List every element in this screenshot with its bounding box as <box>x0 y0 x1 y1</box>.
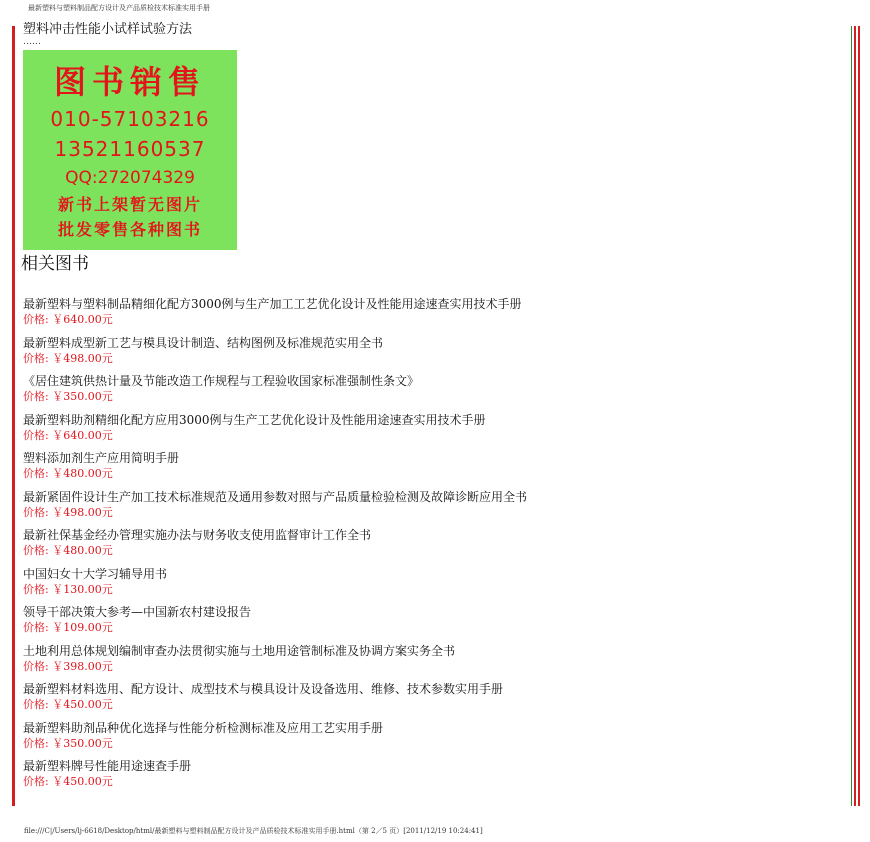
page-title: 塑料冲击性能小试样试验方法 <box>23 22 193 37</box>
book-sales-banner <box>23 50 237 250</box>
page-header: 最新塑料与塑料制品配方设计及产品质检技术标准实用手册 <box>28 4 210 12</box>
price-label: 价格: <box>23 505 53 519</box>
price-value: ￥350.00元 <box>52 390 113 403</box>
book-price <box>23 390 843 404</box>
price-label: 价格: <box>23 698 53 711</box>
book-item <box>23 296 843 335</box>
banner-phone-landline: 010-57103216 <box>50 107 210 131</box>
page-footer: file:///C|/Users/lj-6618/Desktop/html/最新塑料与塑料制品配方设计及产品质检技术标准实用手册.html（第 2／5 页）[2011/12/19 10:24:41] <box>24 827 483 835</box>
price-label: 价格: <box>23 775 53 788</box>
price-label: 价格: <box>23 582 53 596</box>
right-red-border-outer <box>858 26 860 806</box>
book-price <box>23 506 843 520</box>
related-books-list <box>23 296 843 797</box>
price-value: ￥480.00元 <box>52 544 113 557</box>
book-item <box>23 412 843 451</box>
price-label: 价格: <box>23 621 53 634</box>
related-books-heading: 相关图书 <box>21 254 89 274</box>
price-value: ￥130.00元 <box>52 582 113 596</box>
book-price <box>23 429 843 443</box>
book-title-link[interactable]: 最新塑料与塑料制品精细化配方3000例与生产加工工艺优化设计及性能用途速查实用技术手册 <box>23 297 522 311</box>
price-value: ￥498.00元 <box>52 351 113 365</box>
price-label: 价格: <box>23 736 53 750</box>
price-value: ￥498.00元 <box>52 505 113 519</box>
price-value: ￥350.00元 <box>52 736 113 750</box>
book-item <box>23 489 843 528</box>
book-price <box>23 698 843 712</box>
book-price <box>23 352 843 366</box>
right-red-border-inner <box>854 26 856 806</box>
book-title-link[interactable]: 最新塑料牌号性能用途速查手册 <box>23 759 192 773</box>
banner-note-new-books: 新书上架暂无图片 <box>57 195 202 214</box>
price-value: ￥640.00元 <box>52 313 113 326</box>
book-item <box>23 335 843 374</box>
banner-qq: QQ:272074329 <box>65 168 195 188</box>
book-item <box>23 720 843 759</box>
book-item <box>23 527 843 566</box>
price-label: 价格: <box>23 428 53 442</box>
right-green-border <box>851 26 852 806</box>
title-ellipsis: …… <box>23 37 41 47</box>
book-title-link[interactable]: 最新塑料助剂品种优化选择与性能分析检测标准及应用工艺实用手册 <box>23 720 384 735</box>
price-value: ￥450.00元 <box>52 775 113 788</box>
book-item <box>23 604 843 643</box>
price-value: ￥398.00元 <box>52 659 113 673</box>
book-price <box>23 313 843 327</box>
book-title-link[interactable]: 塑料添加剂生产应用简明手册 <box>23 451 180 465</box>
book-title-link[interactable]: 土地利用总体规划编制审查办法贯彻实施与土地用途管制标准及协调方案实务全书 <box>23 643 456 658</box>
book-item <box>23 566 843 605</box>
book-title-link[interactable]: 中国妇女十大学习辅导用书 <box>23 566 168 581</box>
book-price <box>23 660 843 674</box>
book-item <box>23 681 843 720</box>
book-title-link[interactable]: 最新社保基金经办管理实施办法与财务收支使用监督审计工作全书 <box>23 528 372 542</box>
book-price <box>23 737 843 751</box>
book-item <box>23 450 843 489</box>
book-title-link[interactable]: 最新塑料材料选用、配方设计、成型技术与模具设计及设备选用、维修、技术参数实用手册 <box>23 682 504 696</box>
book-price <box>23 621 843 635</box>
book-item <box>23 643 843 682</box>
book-price <box>23 467 843 481</box>
banner-note-wholesale: 批发零售各种图书 <box>57 220 202 239</box>
banner-title: 图书销售 <box>53 63 206 101</box>
price-value: ￥109.00元 <box>52 621 113 634</box>
book-item <box>23 758 843 797</box>
price-label: 价格: <box>23 467 53 480</box>
price-label: 价格: <box>23 544 53 557</box>
book-title-link[interactable]: 最新塑料成型新工艺与模具设计制造、结构图例及标准规范实用全书 <box>23 335 384 350</box>
book-title-link[interactable]: 最新塑料助剂精细化配方应用3000例与生产工艺优化设计及性能用途速查实用技术手册 <box>23 412 486 427</box>
book-price <box>23 544 843 558</box>
book-price <box>23 775 843 789</box>
book-title-link[interactable]: 最新紧固件设计生产加工技术标准规范及通用参数对照与产品质量检验检测及故障诊断应用全书 <box>23 489 528 504</box>
price-label: 价格: <box>23 313 53 326</box>
left-red-border <box>12 26 15 806</box>
book-price <box>23 583 843 597</box>
price-value: ￥480.00元 <box>52 467 113 480</box>
book-title-link[interactable]: 领导干部决策大参考—中国新农村建设报告 <box>23 605 252 619</box>
book-item <box>23 373 843 412</box>
price-value: ￥450.00元 <box>52 698 113 711</box>
price-label: 价格: <box>23 390 53 403</box>
banner-phone-mobile: 13521160537 <box>54 137 206 161</box>
book-title-link[interactable]: 《居住建筑供热计量及节能改造工作规程与工程验收国家标准强制性条文》 <box>23 374 420 388</box>
main-content <box>23 22 843 797</box>
price-value: ￥640.00元 <box>52 428 113 442</box>
price-label: 价格: <box>23 659 53 673</box>
price-label: 价格: <box>23 351 53 365</box>
